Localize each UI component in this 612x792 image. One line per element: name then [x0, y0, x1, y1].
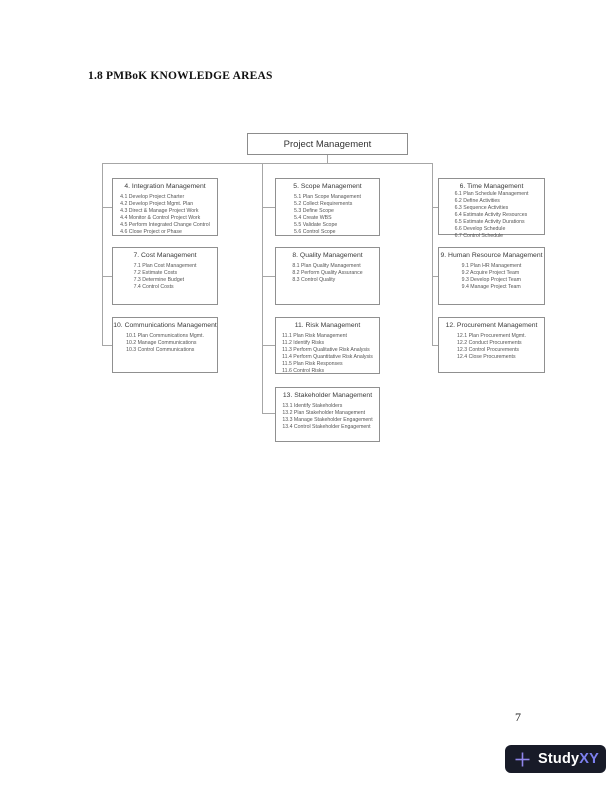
plus-icon [514, 751, 531, 768]
connector-stub [102, 345, 112, 346]
kb-item: 7.4 Control Costs [133, 284, 174, 290]
connector-stub [262, 276, 275, 277]
kb-box-items [294, 194, 361, 236]
connector-stub [102, 207, 112, 208]
kb-item: 13.2 Plan Stakeholder Management [282, 410, 366, 416]
kb-item: 12.3 Control Procurements [457, 347, 520, 353]
kb-item: 4.5 Perform Integrated Change Control [120, 222, 210, 228]
kb-box-title: 8. Quality Management [292, 252, 363, 259]
kb-box-title: 10. Communications Management [113, 322, 217, 329]
kb-item: 12.4 Close Procurements [457, 354, 516, 360]
page-title: 1.8 PMBoK KNOWLEDGE AREAS [88, 70, 273, 82]
connector-spine-left [102, 163, 103, 345]
kb-item: 8.3 Control Quality [292, 277, 336, 283]
kb-item: 10.3 Control Communications [126, 347, 195, 353]
kb-item: 10.1 Plan Communications Mgmt. [126, 333, 204, 339]
logo-word-xy: XY [579, 751, 600, 767]
kb-box-items [292, 263, 362, 284]
kb-item: 11.2 Identify Risks [282, 340, 325, 346]
kb-item: 11.1 Plan Risk Management [282, 333, 347, 339]
kb-box-human-resource-management [438, 247, 545, 305]
kb-item: 5.5 Validate Scope [294, 222, 338, 228]
kb-box-title: 13. Stakeholder Management [282, 392, 373, 399]
kb-item: 5.2 Collect Requirements [294, 201, 353, 207]
kb-item: 6.2 Define Activities [454, 198, 500, 204]
kb-item: 6.1 Plan Schedule Management [454, 191, 529, 197]
kb-box-cost-management [112, 247, 218, 305]
kb-item: 9.4 Manage Project Team [461, 284, 521, 290]
kb-box-communications-management [112, 317, 218, 373]
kb-item: 13.3 Manage Stakeholder Engagement [282, 417, 373, 423]
kb-box-title: 12. Procurement Management [445, 322, 538, 329]
kb-item: 6.5 Estimate Activity Durations [454, 219, 525, 225]
kb-item: 4.3 Direct & Manage Project Work [120, 208, 199, 214]
kb-item: 13.4 Control Stakeholder Engagement [282, 424, 371, 430]
kb-item: 12.2 Conduct Procurements [457, 340, 522, 346]
kb-item: 4.2 Develop Project Mgmt. Plan [120, 201, 194, 207]
studyxy-logo [505, 745, 606, 773]
kb-box-procurement-management [438, 317, 545, 373]
kb-box-title: 11. Risk Management [294, 322, 361, 329]
root-box-label: Project Management [283, 138, 372, 150]
kb-item: 9.2 Acquire Project Team [461, 270, 520, 276]
kb-box-items [126, 333, 204, 354]
kb-item: 11.6 Control Risks [282, 368, 325, 374]
kb-item: 6.6 Develop Schedule [454, 226, 506, 232]
kb-box-title: 6. Time Management [459, 183, 524, 190]
kb-item: 11.3 Perform Qualitative Risk Analysis [282, 347, 370, 353]
kb-box-title: 7. Cost Management [133, 252, 197, 259]
kb-box-items [457, 333, 526, 361]
kb-item: 5.4 Create WBS [294, 215, 332, 221]
connector-bus [102, 163, 433, 164]
kb-item: 5.1 Plan Scope Management [294, 194, 361, 200]
kb-box-quality-management [275, 247, 380, 305]
kb-item: 6.4 Estimate Activity Resources [454, 212, 528, 218]
kb-item: 8.2 Perform Quality Assurance [292, 270, 363, 276]
kb-item: 7.3 Determine Budget [133, 277, 185, 283]
kb-item: 7.2 Estimate Costs [133, 270, 178, 276]
connector-spine-right [432, 163, 433, 345]
kb-item: 13.1 Identify Stakeholders [282, 403, 343, 409]
kb-box-time-management [438, 178, 545, 239]
kb-item: 7.1 Plan Cost Management [133, 263, 197, 269]
kb-item: 4.6 Close Project or Phase [120, 229, 182, 235]
kb-item: 10.2 Manage Communications [126, 340, 197, 346]
kb-box-items [120, 194, 210, 236]
kb-box-integration-management [112, 178, 218, 236]
connector-spine-middle [262, 163, 263, 413]
kb-item: 4.1 Develop Project Charter [120, 194, 185, 200]
kb-item: 4.4 Monitor & Control Project Work [120, 215, 201, 221]
page-number: 7 [515, 710, 521, 724]
kb-box-items [282, 333, 373, 375]
kb-item: 5.6 Control Scope [294, 229, 336, 235]
kb-box-items [462, 263, 522, 291]
connector-stub [262, 413, 275, 414]
kb-box-stakeholder-management [275, 387, 380, 442]
kb-box-scope-management [275, 178, 380, 236]
kb-item: 11.4 Perform Quantitative Risk Analysis [282, 354, 373, 360]
kb-box-title: 4. Integration Management [124, 183, 206, 190]
root-box-project-management [247, 133, 408, 155]
logo-word-study: Study [538, 751, 580, 767]
connector-stub [262, 207, 275, 208]
kb-box-items [134, 263, 197, 291]
kb-item: 12.1 Plan Procurement Mgmt. [457, 333, 526, 339]
kb-item: 6.3 Sequence Activities [454, 205, 509, 211]
kb-item: 9.3 Develop Project Team [461, 277, 521, 283]
kb-item: 6.7 Control Schedule [454, 233, 504, 239]
kb-box-items [282, 403, 372, 431]
kb-item: 8.1 Plan Quality Management [292, 263, 361, 269]
kb-item: 11.5 Plan Risk Responses [282, 361, 343, 367]
kb-box-title: 5. Scope Management [293, 183, 362, 190]
connector-stub [262, 345, 275, 346]
kb-box-title: 9. Human Resource Management [440, 252, 543, 259]
kb-item: 9.1 Plan HR Management [461, 263, 522, 269]
kb-item: 5.3 Define Scope [294, 208, 334, 214]
kb-box-risk-management [275, 317, 380, 374]
kb-box-items [455, 191, 529, 240]
connector-stub [102, 276, 112, 277]
